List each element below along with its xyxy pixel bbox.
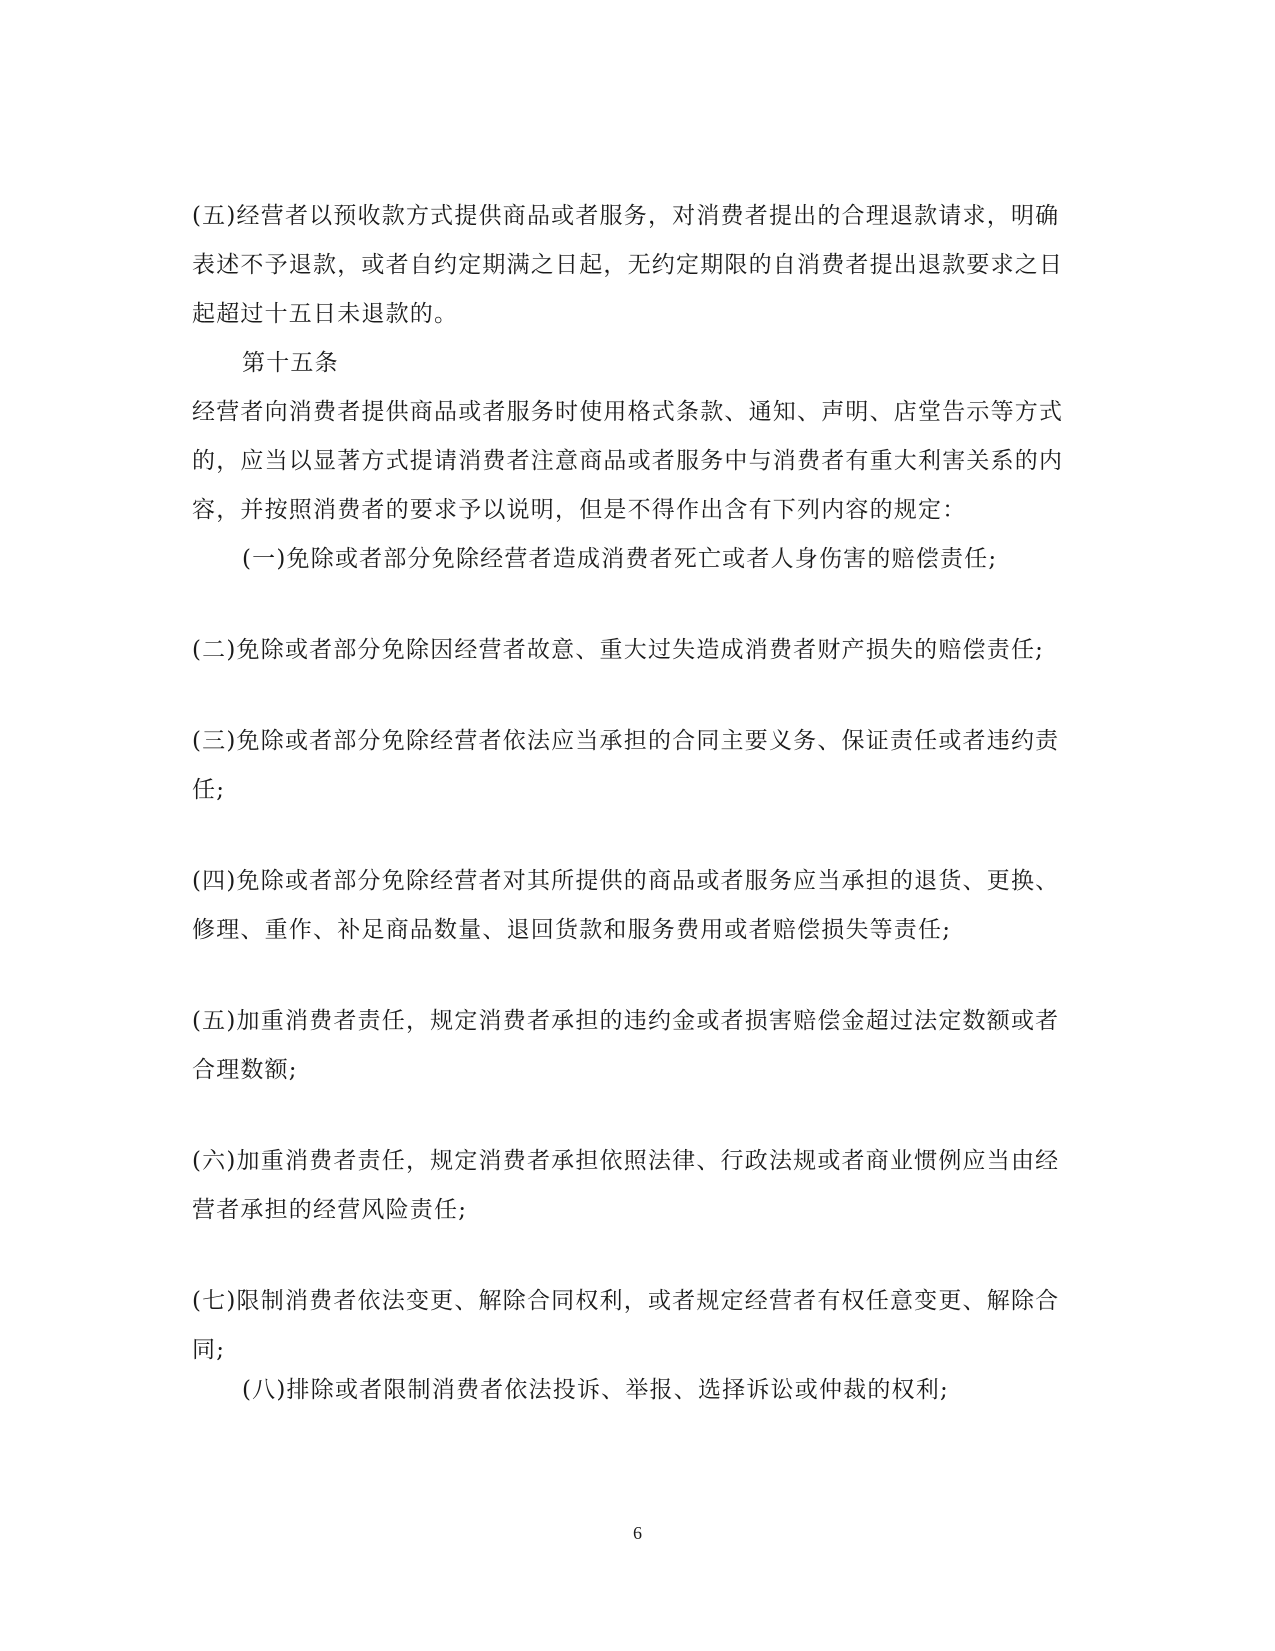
page-number: 6 [633,1523,642,1543]
list-item-5: (五)加重消费者责任，规定消费者承担的违约金或者损害赔偿金超过法定数额或者合理数额; [192,1008,1060,1083]
paragraph-format-terms: 经营者向消费者提供商品或者服务时使用格式条款、通知、声明、店堂告示等方式的，应当以显著方式提请消费者注意商品或者服务中与消费者有重大利害关系的内容，并按照消费者的要求予以说明，但是不得作出含有下列内容的规定： [192,399,1064,523]
list-item-2: (二)免除或者部分免除因经营者故意、重大过失造成消费者财产损失的赔偿责任; [192,637,1045,663]
list-item-3: (三)免除或者部分免除经营者依法应当承担的合同主要义务、保证责任或者违约责任; [192,728,1060,803]
list-item-4: (四)免除或者部分免除经营者对其所提供的商品或者服务应当承担的退货、更换、修理、重作、补足商品数量、退回货款和服务费用或者赔偿损失等责任; [192,868,1060,943]
list-item-1: (一)免除或者部分免除经营者造成消费者死亡或者人身伤害的赔偿责任; [242,546,998,572]
article-heading: 第十五条 [242,350,339,376]
list-item-8: (八)排除或者限制消费者依法投诉、举报、选择诉讼或仲裁的权利; [242,1377,949,1403]
list-item-6: (六)加重消费者责任，规定消费者承担依照法律、行政法规或者商业惯例应当由经营者承担的经营风险责任; [192,1148,1060,1223]
list-item-7: (七)限制消费者依法变更、解除合同权利，或者规定经营者有权任意变更、解除合同; [192,1288,1060,1363]
paragraph-prepaid-refund: (五)经营者以预收款方式提供商品或者服务，对消费者提出的合理退款请求，明确表述不予退款，或者自约定期满之日起，无约定期限的自消费者提出退款要求之日起超过十五日未退款的。 [192,203,1064,327]
